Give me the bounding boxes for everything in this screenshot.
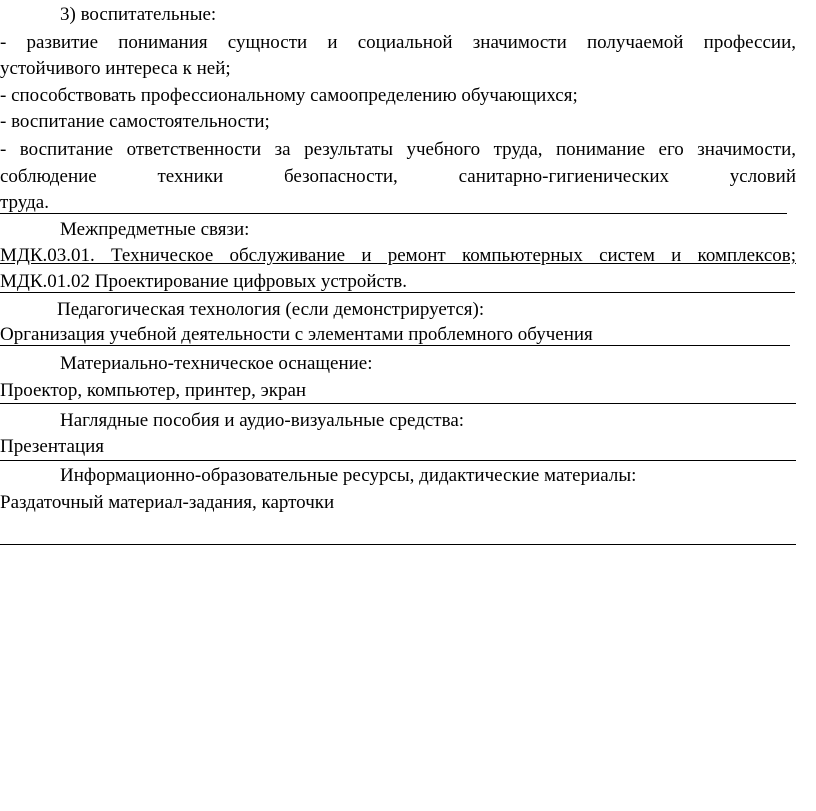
goal-item-3: - воспитание самостоятельности; bbox=[0, 111, 270, 132]
goal-item-1-line-2: устойчивого интереса к ней; bbox=[0, 58, 231, 79]
goal-item-4-line-3: труда. bbox=[0, 192, 49, 213]
section-heading: 3) воспитательные: bbox=[60, 4, 217, 25]
underline-rule bbox=[0, 460, 796, 461]
goal-item-1-line-1: - развитие понимания сущности и социальной значимости получаемой профессии, bbox=[0, 32, 796, 53]
goal-item-4-line-1: - воспитание ответственности за результаты учебного труда, понимание его значимости, bbox=[0, 139, 796, 160]
pedagogical-technology-label: Педагогическая технология (если демонстрируется): bbox=[57, 299, 485, 320]
interdisciplinary-line-1: МДК.03.01. Техническое обслуживание и ремонт компьютерных систем и комплексов; bbox=[0, 245, 796, 266]
resources-label: Информационно-образовательные ресурсы, дидактические материалы: bbox=[60, 465, 637, 486]
visual-aids-label: Наглядные пособия и аудио-визуальные средства: bbox=[60, 410, 465, 431]
underline-rule bbox=[0, 345, 790, 346]
resources-value: Раздаточный материал-задания, карточки bbox=[0, 492, 335, 513]
underline-rule bbox=[0, 544, 796, 545]
pedagogical-technology-value: Организация учебной деятельности с элементами проблемного обучения bbox=[0, 324, 593, 345]
underline-rule bbox=[0, 292, 795, 293]
interdisciplinary-label: Межпредметные связи: bbox=[60, 219, 250, 240]
underline-rule bbox=[0, 403, 796, 404]
visual-aids-value: Презентация bbox=[0, 436, 105, 457]
equipment-label: Материально-техническое оснащение: bbox=[60, 353, 373, 374]
equipment-value: Проектор, компьютер, принтер, экран bbox=[0, 380, 307, 401]
goal-item-2: - способствовать профессиональному самоопределению обучающихся; bbox=[0, 85, 578, 106]
interdisciplinary-line-2: МДК.01.02 Проектирование цифровых устройств. bbox=[0, 271, 408, 292]
goal-item-4-line-2: соблюдение техники безопасности, санитарно-гигиенических условий bbox=[0, 166, 796, 187]
underline-rule bbox=[0, 213, 787, 214]
